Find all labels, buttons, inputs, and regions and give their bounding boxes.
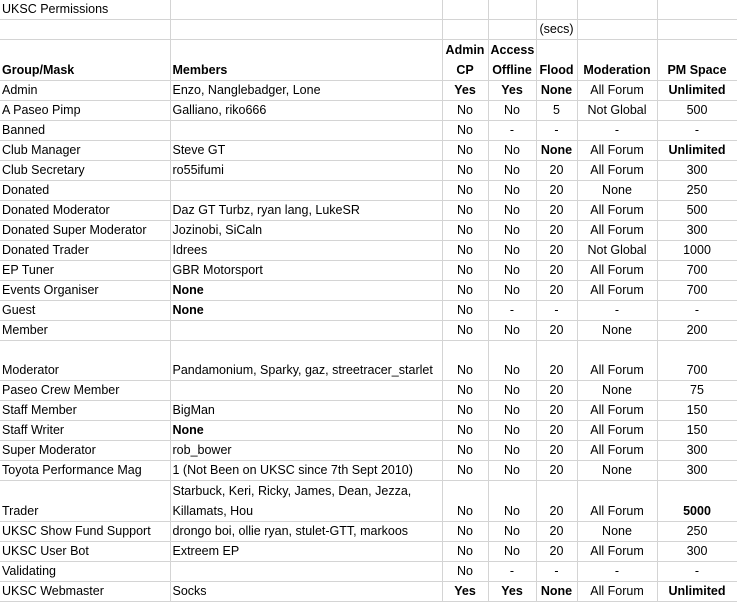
- moderation-cell[interactable]: All Forum: [577, 201, 657, 221]
- group-cell[interactable]: Paseo Crew Member: [0, 381, 170, 401]
- admin-cp-cell[interactable]: No: [442, 421, 488, 441]
- members-cell[interactable]: GBR Motorsport: [170, 261, 442, 281]
- admin-cp-cell[interactable]: No: [442, 201, 488, 221]
- admin-cp-cell[interactable]: No: [442, 101, 488, 121]
- moderation-cell[interactable]: All Forum: [577, 401, 657, 421]
- pm-space-cell[interactable]: 500: [657, 101, 737, 121]
- table-row: [0, 241, 737, 261]
- flood-cell[interactable]: -: [536, 562, 577, 582]
- access-offline-cell[interactable]: No: [488, 421, 536, 441]
- access-offline-cell[interactable]: -: [488, 301, 536, 321]
- access-offline-cell[interactable]: No: [488, 141, 536, 161]
- moderation-cell[interactable]: -: [577, 121, 657, 141]
- table-row: [0, 381, 737, 401]
- flood-cell[interactable]: 20: [536, 281, 577, 301]
- admin-cp-cell[interactable]: No: [442, 341, 488, 381]
- group-cell[interactable]: Guest: [0, 301, 170, 321]
- table-row: [0, 522, 737, 542]
- table-row: [0, 101, 737, 121]
- table-row: [0, 181, 737, 201]
- group-cell[interactable]: Donated Moderator: [0, 201, 170, 221]
- flood-cell[interactable]: -: [536, 121, 577, 141]
- moderation-cell[interactable]: None: [577, 181, 657, 201]
- admin-cp-cell[interactable]: No: [442, 542, 488, 562]
- admin-cp-cell[interactable]: No: [442, 281, 488, 301]
- table-row: [0, 121, 737, 141]
- members-cell[interactable]: BigMan: [170, 401, 442, 421]
- access-offline-cell[interactable]: No: [488, 201, 536, 221]
- moderation-cell[interactable]: -: [577, 301, 657, 321]
- flood-unit-note[interactable]: (secs): [536, 20, 577, 40]
- pm-space-cell[interactable]: Unlimited: [657, 141, 737, 161]
- members-cell[interactable]: None: [170, 281, 442, 301]
- access-offline-cell[interactable]: No: [488, 542, 536, 562]
- pm-space-cell[interactable]: 300: [657, 542, 737, 562]
- table-row: [0, 461, 737, 481]
- pm-space-cell[interactable]: 150: [657, 401, 737, 421]
- moderation-cell[interactable]: None: [577, 321, 657, 341]
- table-row: [0, 321, 737, 341]
- group-cell[interactable]: UKSC Show Fund Support: [0, 522, 170, 542]
- members-cell[interactable]: drongo boi, ollie ryan, stulet-GTT, markoos: [170, 522, 442, 542]
- access-offline-cell[interactable]: Yes: [488, 81, 536, 101]
- table-row: [0, 542, 737, 562]
- access-offline-cell[interactable]: No: [488, 241, 536, 261]
- moderation-cell[interactable]: All Forum: [577, 261, 657, 281]
- flood-cell[interactable]: 20: [536, 441, 577, 461]
- moderation-cell[interactable]: None: [577, 461, 657, 481]
- pm-space-cell[interactable]: 1000: [657, 241, 737, 261]
- group-cell[interactable]: Banned: [0, 121, 170, 141]
- table-row: [0, 261, 737, 281]
- access-offline-cell[interactable]: No: [488, 522, 536, 542]
- admin-cp-cell[interactable]: No: [442, 522, 488, 542]
- moderation-cell[interactable]: None: [577, 522, 657, 542]
- flood-cell[interactable]: 20: [536, 321, 577, 341]
- pm-space-cell[interactable]: 300: [657, 161, 737, 181]
- admin-cp-cell[interactable]: No: [442, 121, 488, 141]
- table-row: [0, 401, 737, 421]
- header-group[interactable]: Group/Mask: [0, 40, 170, 81]
- admin-cp-cell[interactable]: No: [442, 321, 488, 341]
- group-cell[interactable]: Events Organiser: [0, 281, 170, 301]
- group-cell[interactable]: Trader: [0, 481, 170, 522]
- moderation-cell[interactable]: All Forum: [577, 141, 657, 161]
- moderation-cell[interactable]: Not Global: [577, 241, 657, 261]
- group-cell[interactable]: Validating: [0, 562, 170, 582]
- table-row: [0, 562, 737, 582]
- members-cell[interactable]: Starbuck, Keri, Ricky, James, Dean, Jezza, Killamats, Hou: [170, 481, 442, 522]
- table-row: [0, 341, 737, 381]
- pm-space-cell[interactable]: 300: [657, 221, 737, 241]
- group-cell[interactable]: UKSC User Bot: [0, 542, 170, 562]
- members-cell[interactable]: [170, 562, 442, 582]
- header-access-offline[interactable]: Access Offline: [488, 40, 536, 81]
- access-offline-cell[interactable]: No: [488, 181, 536, 201]
- pm-space-cell[interactable]: 150: [657, 421, 737, 441]
- access-offline-cell[interactable]: No: [488, 161, 536, 181]
- unit-row: [0, 20, 737, 40]
- pm-space-cell[interactable]: 300: [657, 461, 737, 481]
- members-cell[interactable]: [170, 381, 442, 401]
- flood-cell[interactable]: 20: [536, 241, 577, 261]
- access-offline-cell[interactable]: No: [488, 221, 536, 241]
- group-cell[interactable]: Club Manager: [0, 141, 170, 161]
- members-cell[interactable]: [170, 181, 442, 201]
- pm-space-cell[interactable]: -: [657, 301, 737, 321]
- access-offline-cell[interactable]: -: [488, 562, 536, 582]
- flood-cell[interactable]: 20: [536, 341, 577, 381]
- table-row: [0, 201, 737, 221]
- group-cell[interactable]: Donated: [0, 181, 170, 201]
- moderation-cell[interactable]: Not Global: [577, 101, 657, 121]
- flood-cell[interactable]: 5: [536, 101, 577, 121]
- pm-space-cell[interactable]: 75: [657, 381, 737, 401]
- admin-cp-cell[interactable]: No: [442, 481, 488, 522]
- group-cell[interactable]: Donated Trader: [0, 241, 170, 261]
- access-offline-cell[interactable]: No: [488, 261, 536, 281]
- flood-cell[interactable]: None: [536, 141, 577, 161]
- admin-cp-cell[interactable]: No: [442, 141, 488, 161]
- flood-cell[interactable]: 20: [536, 481, 577, 522]
- admin-cp-cell[interactable]: No: [442, 221, 488, 241]
- members-cell[interactable]: Steve GT: [170, 141, 442, 161]
- admin-cp-cell[interactable]: No: [442, 461, 488, 481]
- group-cell[interactable]: Member: [0, 321, 170, 341]
- group-cell[interactable]: Moderator: [0, 341, 170, 381]
- moderation-cell[interactable]: All Forum: [577, 421, 657, 441]
- flood-cell[interactable]: 20: [536, 201, 577, 221]
- flood-cell[interactable]: 20: [536, 542, 577, 562]
- members-cell[interactable]: Daz GT Turbz, ryan lang, LukeSR: [170, 201, 442, 221]
- table-row: [0, 441, 737, 461]
- access-offline-cell[interactable]: Yes: [488, 582, 536, 602]
- admin-cp-cell[interactable]: Yes: [442, 81, 488, 101]
- table-row: [0, 221, 737, 241]
- header-pm-space[interactable]: PM Space: [657, 40, 737, 81]
- moderation-cell[interactable]: All Forum: [577, 281, 657, 301]
- group-cell[interactable]: Admin: [0, 81, 170, 101]
- access-offline-cell[interactable]: No: [488, 461, 536, 481]
- flood-cell[interactable]: -: [536, 301, 577, 321]
- moderation-cell[interactable]: All Forum: [577, 81, 657, 101]
- admin-cp-cell[interactable]: No: [442, 401, 488, 421]
- pm-space-cell[interactable]: Unlimited: [657, 582, 737, 602]
- members-cell[interactable]: ro55ifumi: [170, 161, 442, 181]
- flood-cell[interactable]: 20: [536, 421, 577, 441]
- group-cell[interactable]: Staff Writer: [0, 421, 170, 441]
- members-cell[interactable]: [170, 321, 442, 341]
- pm-space-cell[interactable]: 250: [657, 522, 737, 542]
- access-offline-cell[interactable]: No: [488, 321, 536, 341]
- members-cell[interactable]: Socks: [170, 582, 442, 602]
- admin-cp-cell[interactable]: No: [442, 381, 488, 401]
- access-offline-cell[interactable]: No: [488, 381, 536, 401]
- title-row: [0, 0, 737, 20]
- moderation-cell[interactable]: All Forum: [577, 582, 657, 602]
- group-cell[interactable]: Super Moderator: [0, 441, 170, 461]
- admin-cp-cell[interactable]: Yes: [442, 582, 488, 602]
- admin-cp-cell[interactable]: No: [442, 181, 488, 201]
- access-offline-cell[interactable]: No: [488, 341, 536, 381]
- moderation-cell[interactable]: All Forum: [577, 341, 657, 381]
- flood-cell[interactable]: 20: [536, 161, 577, 181]
- flood-cell[interactable]: None: [536, 81, 577, 101]
- header-moderation[interactable]: Moderation: [577, 40, 657, 81]
- table-row: [0, 81, 737, 101]
- moderation-cell[interactable]: -: [577, 562, 657, 582]
- table-row: [0, 421, 737, 441]
- pm-space-cell[interactable]: Unlimited: [657, 81, 737, 101]
- table-row: [0, 141, 737, 161]
- access-offline-cell[interactable]: No: [488, 281, 536, 301]
- members-cell[interactable]: rob_bower: [170, 441, 442, 461]
- access-offline-cell[interactable]: No: [488, 101, 536, 121]
- pm-space-cell[interactable]: 700: [657, 281, 737, 301]
- group-cell[interactable]: Donated Super Moderator: [0, 221, 170, 241]
- group-cell[interactable]: Toyota Performance Mag: [0, 461, 170, 481]
- admin-cp-cell[interactable]: No: [442, 161, 488, 181]
- admin-cp-cell[interactable]: No: [442, 261, 488, 281]
- members-cell[interactable]: Enzo, Nanglebadger, Lone: [170, 81, 442, 101]
- pm-space-cell[interactable]: 200: [657, 321, 737, 341]
- moderation-cell[interactable]: All Forum: [577, 542, 657, 562]
- flood-cell[interactable]: 20: [536, 401, 577, 421]
- admin-cp-cell[interactable]: No: [442, 441, 488, 461]
- members-cell[interactable]: Galliano, riko666: [170, 101, 442, 121]
- moderation-cell[interactable]: All Forum: [577, 161, 657, 181]
- pm-space-cell[interactable]: 700: [657, 261, 737, 281]
- table-row: [0, 481, 737, 522]
- admin-cp-cell[interactable]: No: [442, 301, 488, 321]
- header-row: [0, 40, 737, 81]
- group-cell[interactable]: EP Tuner: [0, 261, 170, 281]
- header-flood[interactable]: Flood: [536, 40, 577, 81]
- access-offline-cell[interactable]: No: [488, 401, 536, 421]
- flood-cell[interactable]: 20: [536, 381, 577, 401]
- flood-cell[interactable]: 20: [536, 221, 577, 241]
- group-cell[interactable]: Staff Member: [0, 401, 170, 421]
- sheet-title[interactable]: UKSC Permissions: [0, 0, 170, 20]
- group-cell[interactable]: UKSC Webmaster: [0, 582, 170, 602]
- group-cell[interactable]: A Paseo Pimp: [0, 101, 170, 121]
- pm-space-cell[interactable]: 700: [657, 341, 737, 381]
- pm-space-cell[interactable]: 250: [657, 181, 737, 201]
- members-cell[interactable]: Jozinobi, SiCaln: [170, 221, 442, 241]
- moderation-cell[interactable]: None: [577, 381, 657, 401]
- pm-space-cell[interactable]: 500: [657, 201, 737, 221]
- moderation-cell[interactable]: All Forum: [577, 481, 657, 522]
- members-cell[interactable]: [170, 121, 442, 141]
- flood-cell[interactable]: None: [536, 582, 577, 602]
- table-row: [0, 582, 737, 602]
- table-row: [0, 301, 737, 321]
- pm-space-cell[interactable]: -: [657, 562, 737, 582]
- admin-cp-cell[interactable]: No: [442, 562, 488, 582]
- pm-space-cell[interactable]: 5000: [657, 481, 737, 522]
- members-cell[interactable]: None: [170, 301, 442, 321]
- moderation-cell[interactable]: All Forum: [577, 441, 657, 461]
- flood-cell[interactable]: 20: [536, 461, 577, 481]
- members-cell[interactable]: 1 (Not Been on UKSC since 7th Sept 2010): [170, 461, 442, 481]
- flood-cell[interactable]: 20: [536, 261, 577, 281]
- group-cell[interactable]: Club Secretary: [0, 161, 170, 181]
- admin-cp-cell[interactable]: No: [442, 241, 488, 261]
- members-cell[interactable]: Extreem EP: [170, 542, 442, 562]
- pm-space-cell[interactable]: 300: [657, 441, 737, 461]
- members-cell[interactable]: Pandamonium, Sparky, gaz, streetracer_starlet: [170, 341, 442, 381]
- moderation-cell[interactable]: All Forum: [577, 221, 657, 241]
- access-offline-cell[interactable]: No: [488, 441, 536, 461]
- header-members[interactable]: Members: [170, 40, 442, 81]
- flood-cell[interactable]: 20: [536, 522, 577, 542]
- members-cell[interactable]: None: [170, 421, 442, 441]
- header-admin-cp[interactable]: Admin CP: [442, 40, 488, 81]
- pm-space-cell[interactable]: -: [657, 121, 737, 141]
- table-row: [0, 281, 737, 301]
- access-offline-cell[interactable]: -: [488, 121, 536, 141]
- access-offline-cell[interactable]: No: [488, 481, 536, 522]
- table-row: [0, 161, 737, 181]
- flood-cell[interactable]: 20: [536, 181, 577, 201]
- members-cell[interactable]: Idrees: [170, 241, 442, 261]
